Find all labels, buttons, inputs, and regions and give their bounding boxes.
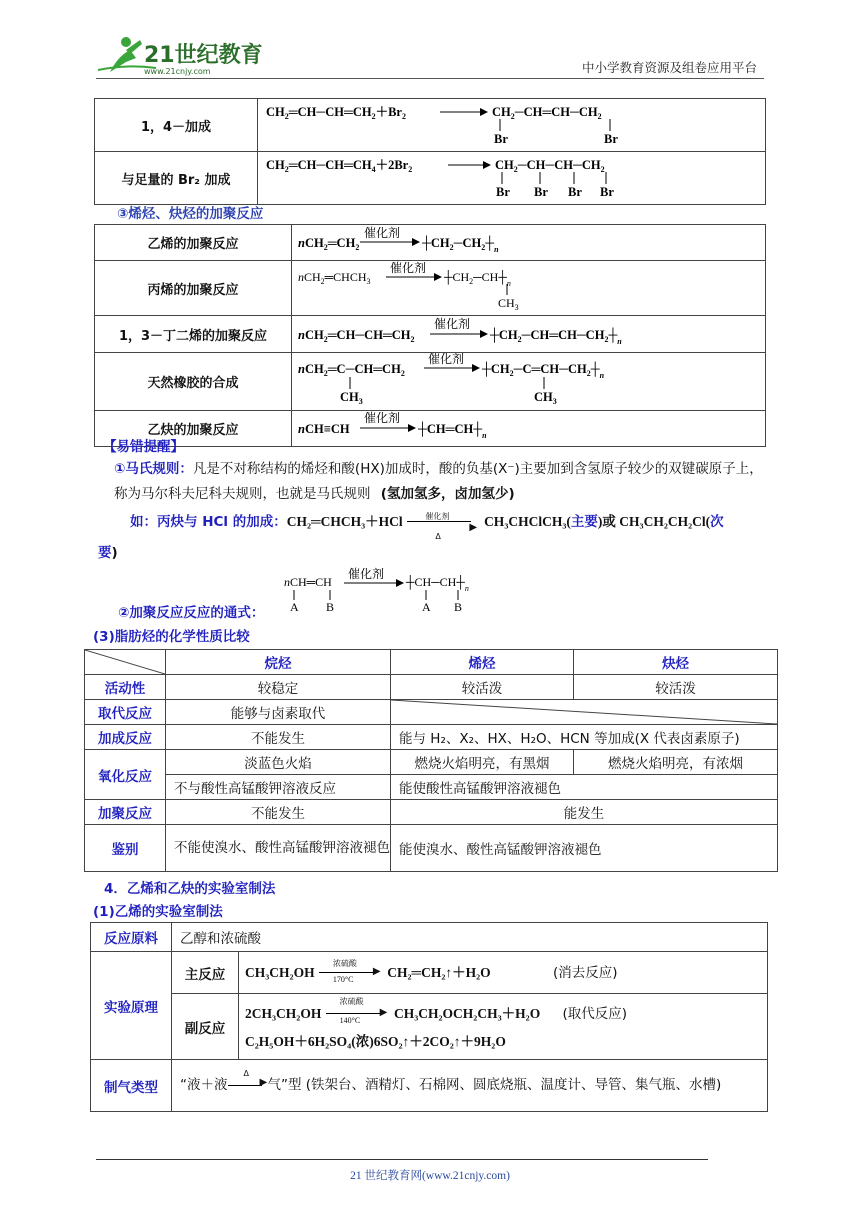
svg-text:催化剂: 催化剂 [390, 261, 427, 275]
col-header-alkene: 烯烃 [391, 650, 574, 675]
equation-14-addition [258, 99, 758, 147]
svg-text:CH2═CH─CH═CH2＋Br2: $CH_2═CH─CH═CH_2+Br_2$ [266, 105, 406, 121]
cell: 能使溴水、酸性高锰酸钾溶液褪色 [391, 825, 778, 872]
section-title-lab: 4．乙烯和乙炔的实验室制法 [104, 881, 276, 897]
svg-text:B: B [454, 600, 463, 614]
heat-arrow: Δ ▶ [228, 1077, 268, 1093]
cell: 能与 H₂、X₂、HX、H₂O、HCN 等加成(X 代表卤素原子) [391, 725, 778, 750]
cell: 较活泼 [574, 675, 778, 700]
cell: 不能发生 [166, 725, 391, 750]
svg-text:┼CH2─CH┼n: $┼CH_2─CH┼_n$ [444, 270, 511, 288]
cell: 不与酸性高锰酸钾溶液反应 [166, 775, 391, 800]
equation-ethylene-poly [292, 225, 762, 256]
row-label: 丙烯的加聚反应 [95, 261, 292, 316]
svg-text:┼CH─CH┼n: $┼CH─CH┼_n$ [406, 575, 469, 593]
example-minor-product: )或 CH₃CH₂CH₂Cl( [597, 514, 711, 529]
svg-text:A: A [422, 600, 431, 614]
general-formula-label: ②加聚反应反应的通式： [118, 605, 265, 621]
svg-text:┼CH═CH┼n: $┼CH═CH┼_n$ [418, 422, 487, 440]
main-tag: 主要 [570, 514, 598, 530]
section-title-ethylene: (1)乙烯的实验室制法 [93, 904, 223, 920]
site-logo [96, 28, 266, 78]
cell: 能够与卤素取代 [166, 700, 391, 725]
rule-label: ①马氏规则： [114, 461, 193, 477]
side-reaction-cell: 2CH₃CH₂OH 浓硫酸 ▶ 140°C CH₃CH₂OCH₂CH₃＋H₂O (取代反应) C₂H₅OH＋6H₂SO₄(浓)6SO₂↑＋2CO₂↑＋9H₂O [239, 994, 768, 1060]
col-header-alkyne: 炔烃 [574, 650, 778, 675]
conditions-arrow: 浓硫酸 ▶ 140°C [326, 999, 390, 1029]
svg-text:nCH═CH: nCH═CH [284, 575, 332, 589]
svg-text:21世纪教育: 21世纪教育 [144, 43, 263, 68]
footer-rule [96, 1159, 708, 1160]
svg-text:CH3: $CH_3$ [340, 390, 363, 406]
row-header-addition: 加成反应 [85, 725, 166, 750]
svg-text:催化剂: 催化剂 [364, 411, 401, 425]
svg-text:催化剂: 催化剂 [364, 226, 401, 240]
equation-cell [292, 411, 766, 447]
svg-text:Br: Br [494, 132, 508, 146]
svg-text:nCH2═CH2: $nCH_2═CH_2$ [298, 236, 360, 252]
main-reaction-cell: CH₃CH₂OH 浓硫酸 ▶ 170°C CH₂═CH₂↑＋H₂O (消去反应) [239, 952, 768, 994]
minor-tag: 次 [710, 514, 724, 530]
footer-source[interactable]: 21 世纪教育网(www.21cnjy.com) [350, 1170, 510, 1182]
svg-text:CH2─CH─CH─CH2: $CH_2─CH─CH─CH_2$ [495, 158, 605, 174]
row-header-gas-type: 制气类型 [91, 1060, 172, 1112]
row-label: 1，3－丁二烯的加聚反应 [95, 316, 292, 353]
svg-text:Br: Br [604, 132, 618, 146]
svg-text:催化剂: 催化剂 [434, 317, 471, 331]
svg-text:nCH2═CHCH3: $nCH_2═CHCH_3$ [298, 270, 371, 286]
equation-cell [292, 316, 766, 353]
svg-text:www.21cnjy.com: www.21cnjy.com [144, 67, 211, 76]
general-poly-equation [280, 566, 510, 616]
row-header-substitution: 取代反应 [85, 700, 166, 725]
svg-text:B: B [326, 600, 335, 614]
example-reactants: CH₂═CHCH₃＋HCl [286, 514, 403, 529]
svg-text:催化剂: 催化剂 [348, 567, 385, 581]
side-reaction-label: 副反应 [172, 994, 239, 1060]
equation-cell [258, 152, 766, 205]
svg-text:nCH≡CH: nCH≡CH [298, 422, 350, 436]
polymerization-table [94, 224, 766, 447]
svg-text:催化剂: 催化剂 [428, 353, 465, 366]
cell: 较活泼 [391, 675, 574, 700]
svg-text:nCH2═C─CH═CH2: $nCH_2═C─CH═CH_2$ [298, 362, 405, 378]
example-label: 如：丙炔与 HCl 的加成： [130, 514, 287, 530]
equation-butadiene-poly [292, 316, 762, 348]
svg-text:CH3: $CH_3$ [498, 296, 519, 311]
svg-text:CH3: $CH_3$ [534, 390, 557, 406]
cell: 不能发生 [166, 800, 391, 825]
row-header-oxidation: 氧化反应 [85, 750, 166, 800]
row-header-polymerization: 加聚反应 [85, 800, 166, 825]
cell: 燃烧火焰明亮，有浓烟 [574, 750, 778, 775]
diagonal-header [85, 650, 166, 675]
section-title-polymerization: ③烯烃、炔烃的加聚反应 [117, 206, 264, 222]
svg-text:CH2═CH─CH═CH4＋2Br2: $CH_2═CH─CH═CH_4+2Br_2$ [266, 158, 413, 174]
equation-cell [258, 99, 766, 152]
svg-text:┼CH2─CH2┼n: $┼CH_2─CH_2┼_n$ [422, 236, 499, 254]
platform-name: 中小学教育资源及组卷应用平台 [581, 60, 757, 75]
markovnikov-rule [114, 457, 774, 507]
cell: 能发生 [391, 800, 778, 825]
row-label: 乙烯的加聚反应 [95, 225, 292, 261]
example-line [130, 509, 770, 541]
row-header-principle: 实验原理 [91, 952, 172, 1060]
row-label: 与足量的 Br₂ 加成 [95, 152, 258, 205]
equation-cell [292, 261, 766, 316]
cell: 燃烧火焰明亮，有黑烟 [391, 750, 574, 775]
svg-text:nCH2═CH─CH═CH2: $nCH_2═CH─CH═CH_2$ [298, 328, 415, 344]
diagonal-cell [391, 700, 778, 725]
gas-type-cell: “液＋液 Δ ▶ 气”型 (铁架台、酒精灯、石棉网、圆底烧瓶、温度计、导管、集气瓶、水槽) [172, 1060, 768, 1112]
cell: 淡蓝色火焰 [166, 750, 391, 775]
svg-text:Br: Br [568, 185, 582, 199]
svg-text:Br: Br [534, 185, 548, 199]
col-header-alkane: 烷烃 [166, 650, 391, 675]
rule-tail: (氢加氢多，卤加氢少) [380, 486, 515, 502]
cell: 较稳定 [166, 675, 391, 700]
example-tail: 要) [98, 545, 118, 561]
section-title-compare: (3)脂肪烃的化学性质比较 [93, 629, 250, 645]
svg-text:Br: Br [600, 185, 614, 199]
row-label: 天然橡胶的合成 [95, 353, 292, 411]
row-header-activity: 活动性 [85, 675, 166, 700]
addition-table [94, 98, 766, 205]
row-header-materials: 反应原料 [91, 923, 172, 952]
catalyst-arrow: 催化剂 ▶ Δ [407, 510, 479, 534]
svg-text:CH2─CH═CH─CH2: $CH_2─CH═CH─CH_2$ [492, 105, 602, 121]
header-rule [96, 78, 764, 79]
equation-cell [292, 353, 766, 411]
row-header-identification: 鉴别 [85, 825, 166, 872]
equation-rubber-synthesis [292, 353, 762, 406]
row-label: 乙炔的加聚反应 [95, 411, 292, 447]
svg-text:A: A [290, 600, 299, 614]
conditions-arrow: 浓硫酸 ▶ 170°C [319, 958, 383, 988]
svg-text:┼CH2─CH═CH─CH2┼n: $┼CH_2─CH═CH─CH_2┼_n$ [490, 328, 622, 346]
tips-title: 【易错提醒】 [103, 439, 184, 455]
equation-propylene-poly [292, 261, 762, 311]
cell: 不能使溴水、酸性高锰酸钾溶液褪色 [166, 825, 391, 872]
svg-text:┼CH2─C═CH─CH2┼n: $┼CH_2─C═CH─CH_2┼_n$ [482, 362, 605, 380]
svg-text:Br: Br [496, 185, 510, 199]
main-reaction-label: 主反应 [172, 952, 239, 994]
example-product: CH₃CHClCH₃( [484, 514, 571, 529]
equation-cell [292, 225, 766, 261]
rule-text: 凡是不对称结构的烯烃和酸(HX)加成时，酸的负基(X⁻)主要加到含氢原子较少的双键碳原子上，称为马尔科夫尼科夫规则，也就是马氏规则 [114, 461, 763, 502]
comparison-table [84, 649, 778, 872]
cell: 能使酸性高锰酸钾溶液褪色 [391, 775, 778, 800]
equation-full-addition [258, 152, 758, 200]
ethylene-lab-table [90, 922, 768, 1112]
cell: 乙醇和浓硫酸 [172, 923, 768, 952]
row-label: 1，4－加成 [95, 99, 258, 152]
equation-acetylene-poly [292, 411, 762, 442]
